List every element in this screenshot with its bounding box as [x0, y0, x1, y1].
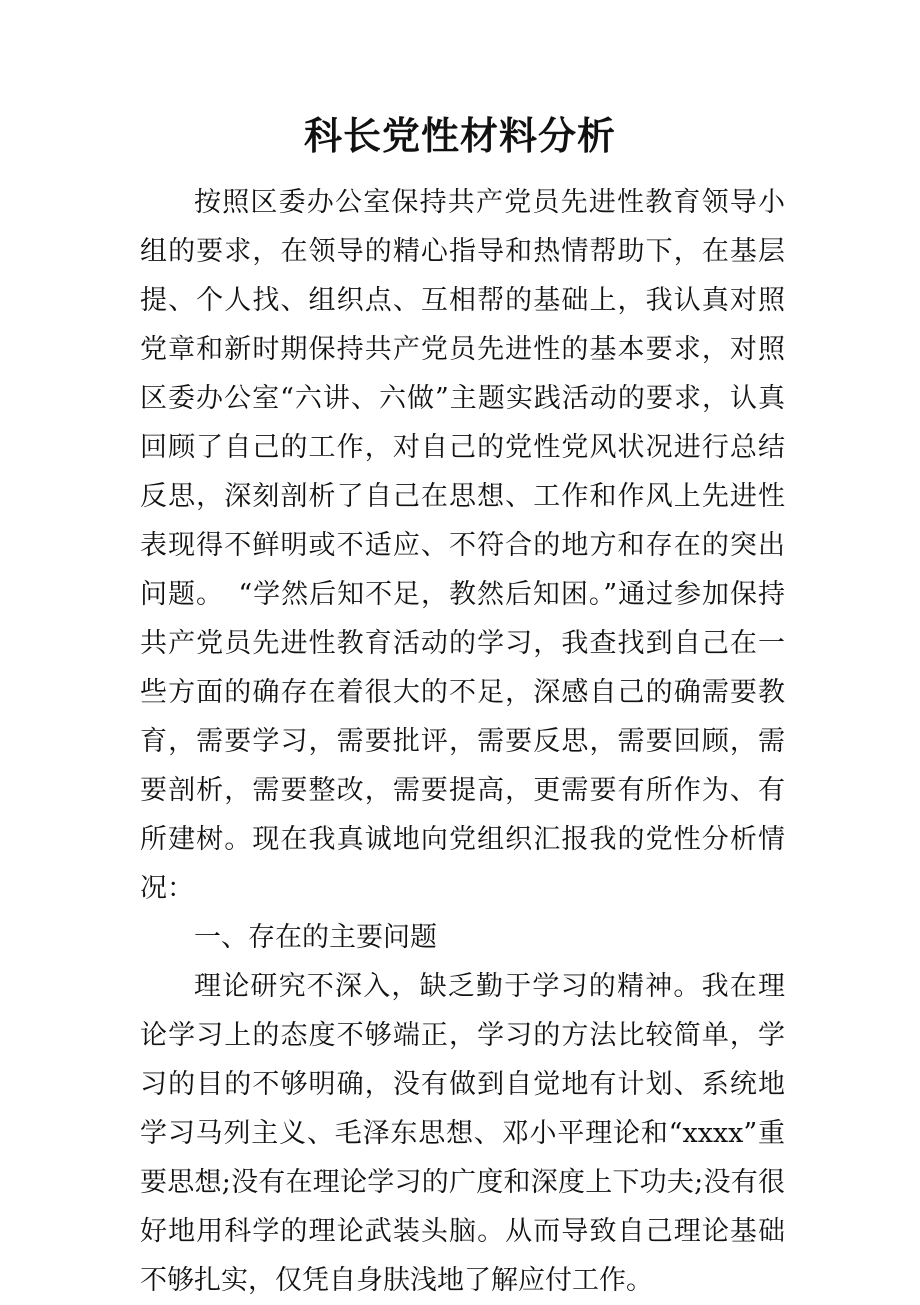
paragraph-intro: 按照区委办公室保持共产党员先进性教育领导小组的要求，在领导的精心指导和热情帮助下，在基层提、个人找、组织点、互相帮的基础上，我认真对照党章和新时期保持共产党员先进性的基本要求，对照区委办公室“六讲、六做”主题实践活动的要求，认真回顾了自己的工作，对自己的党性党风状况进行总结反思，深刻剖析了自己在思想、工作和作风上先进性表现得不鲜明或不适应、不符合的地方和存在的突出问题。 “学然后知不足，教然后知困。”通过参加保持共产党员先进性教育活动的学习，我查找到自己在一些方面的确存在着很大的不足，深感自己的确需要教育，需要学习，需要批评，需要反思，需要回顾，需要剖析，需要整改，需要提高，更需要有所作为、有所建树。现在我真诚地向党组织汇报我的党性分析情况：	[140, 187, 785, 904]
document-title: 科长党性材料分析	[303, 113, 616, 158]
paragraph-theory: 理论研究不深入，缺乏勤于学习的精神。我在理论学习上的态度不够端正，学习的方法比较简单，学习的目的不够明确，没有做到自觉地有计划、系统地学习马列主义、毛泽东思想、邓小平理论和“xxxx”重要思想;没有在理论学习的广度和深度上下功夫;没有很好地用科学的理论武装头脑。从而导致自己理论基础不够扎实，仅凭自身肤浅地了解应付工作。	[140, 971, 785, 1296]
document-body	[140, 178, 785, 1305]
section-heading: 一、存在的主要问题	[194, 922, 437, 953]
